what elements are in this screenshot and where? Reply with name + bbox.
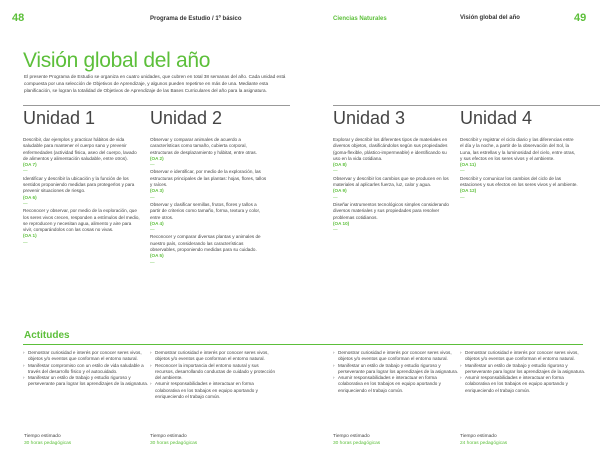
separator-dash: — [23,239,28,245]
attitude-text: Manifestar un estilo de trabajo y estudio riguroso y perseverante para lograr los aprendizajes de la asignatura. [465,362,586,374]
estimated-time-1 [24,433,71,447]
attitude-text: Demostrar curiosidad e interés por conocer seres vivos, objetos y/o eventos que conforman el entorno natural. [155,350,269,362]
objective-item [150,234,268,265]
bullet-arrow: › [333,350,335,355]
unit-column-4 [460,105,600,202]
time-value: 30 horas pedagógicas [150,441,198,446]
objective-item [333,202,451,233]
attitude-item [150,363,278,382]
oa-code: (OA 1) [23,233,37,239]
objective-text: Observar y clasificar semillas, frutos, flores y tallos a partir de criterios como tamaño, forma, textura y color, entre otros. [150,201,261,220]
page-title: Visión global del año [23,49,211,72]
objective-text: Explorar y describir los diferentes tipos de materiales en diversos objetos, clasificándolos según sus propiedades (goma-flexible, plástico-impermeable) e identificando su uso en la vida cotidiana. [333,137,448,161]
estimated-time-2 [150,433,197,447]
unit-divider [333,105,473,106]
unit-column-3 [333,105,473,234]
objectives-list [460,137,578,201]
attitude-item [150,350,278,363]
page-number-left: 48 [12,12,25,24]
objective-text: Describir y registrar el ciclo diario y las diferencias entre el día y la noche, a partir de la observación del Sol, la Luna, las estrellas y la luminosidad del cielo, entre otras, y sus efectos en los seres vivos y el ambiente. [460,137,576,161]
attitude-text: Manifestar compromiso con un estilo de vida saludable a través del desarrollo físico y el autocuidado. [28,362,144,374]
oa-code: (OA 10) [333,220,350,226]
oa-code: (OA 5) [150,253,164,259]
oa-code: (OA 6) [23,194,37,200]
running-header-right: Visión global del año [460,15,520,21]
unit-title: Unidad 1 [23,108,96,128]
objective-text: Observar e identificar, por medio de la exploración, las estructuras principales de las plantas: hojas, flores, tallos y raíces. [150,169,267,188]
objective-item [460,137,578,175]
attitude-text: Asumir responsabilidades e interactuar en forma colaborativa en los trabajos en equipo aportando y enriqueciendo el trabajo común. [155,381,258,400]
time-value: 24 horas pedagógicas [460,441,508,446]
attitude-item [333,363,461,376]
time-label: Tiempo estimado [333,434,370,439]
attitude-text: Demostrar curiosidad e interés por conocer seres vivos, objetos y/o eventos que conforman el entorno natural. [338,350,452,362]
objective-text: Diseñar instrumentos tecnológicos simples considerando diversos materiales y sus propiedades para resolver problemas cotidianos. [333,201,449,220]
bullet-arrow: › [333,362,335,368]
oa-code: (OA 2) [150,155,164,161]
objective-item [23,137,141,175]
separator-dash: — [150,194,155,200]
bullet-arrow: › [333,375,335,381]
objective-text: Reconocer y observar, por medio de la exploración, que los seres vivos crecen, responden a estímulos del medio, se reproducen y necesitan agua, alimento y aire para vivir, comparándolos con las cosas no vivas. [23,208,140,233]
attitude-text: Manifestar un estilo de trabajo y estudio riguroso y perseverante para lograr los aprendizajes de la asignatura. [338,362,459,374]
objective-item [150,137,268,168]
attitudes-column-1 [23,350,151,388]
separator-dash: — [150,259,155,265]
estimated-time-3 [333,433,380,447]
oa-code: (OA 11) [460,162,476,168]
attitude-item [23,350,151,363]
estimated-time-4 [460,433,507,447]
attitudes-column-3 [333,350,461,394]
objective-text: Identificar y describir la ubicación y la función de los sentidos proponiendo medidas para protegerlos y para prevenir situaciones de riesgo. [23,175,135,194]
objective-item [23,208,141,246]
attitudes-column-4 [460,350,588,394]
oa-code: (OA 8) [333,162,347,168]
oa-code: (OA 3) [150,188,164,194]
attitude-text: Reconocer la importancia del entorno natural y sus recursos, desarrollando conductas de cuidado y protección del ambiente. [155,362,276,381]
objective-item [460,176,578,201]
running-header-left: Programa de Estudio / 1º básico [150,16,242,22]
intro-paragraph: El presente Programa de Estudio se organiza en cuatro unidades, que cubren en total 38 semanas del año. Cada unidad está compuesta por una selección de Objetivos de Aprendizaje, y algunos pueden repetirse en más de una. Mediante esta planificación, se logran la totalidad de Objetivos de Aprendizaje de las Bases Curriculares del año para la asignatura. [24,74,286,94]
unit-title: Unidad 2 [150,108,223,128]
bullet-arrow: › [23,350,25,355]
attitude-text: Asumir responsabilidades e interactuar en forma colaborativa en los trabajos en equipo aportando y enriqueciendo el trabajo común. [338,375,441,393]
objective-text: Observar y describir los cambios que se producen en los materiales al aplicarles fuerza, luz, calor y agua. [333,175,449,188]
oa-code: (OA 9) [333,188,347,194]
objectives-list [23,137,141,246]
unit-column-2 [150,105,290,267]
separator-dash: — [333,227,338,233]
time-label: Tiempo estimado [460,434,497,439]
page-number-right: 49 [574,12,587,24]
separator-dash: — [150,162,155,168]
unit-divider [150,105,290,106]
objectives-list [333,137,451,233]
attitude-item [150,381,278,400]
time-value: 30 horas pedagógicas [333,441,381,446]
attitudes-divider [23,344,583,345]
attitude-item [23,363,151,376]
attitudes-column-2 [150,350,278,400]
objective-text: Reconocer y comparar diversas plantas y animales de nuestro país, considerando las características observables, proponiendo medidas para su cuidado. [150,234,261,253]
running-header-subject: Ciencias Naturales [333,16,387,22]
objective-text: Describir y comunicar los cambios del ciclo de las estaciones y sus efectos en los seres vivos y el ambiente. [460,175,578,188]
objective-item [333,176,451,201]
oa-code: (OA 12) [460,188,477,194]
time-value: 30 horas pedagógicas [24,441,72,446]
attitude-text: Demostrar curiosidad e interés por conocer seres vivos, objetos y/o eventos que conforman el entorno natural. [465,350,579,362]
bullet-arrow: › [150,350,152,355]
separator-dash: — [460,168,465,174]
unit-divider [460,105,600,106]
bullet-arrow: › [460,375,462,381]
oa-code: (OA 7) [23,162,37,168]
objective-item [333,137,451,175]
separator-dash: — [23,168,28,174]
separator-dash: — [333,168,338,174]
attitude-text: Asumir responsabilidades e interactuar en forma colaborativa en los trabajos en equipo aportando y enriqueciendo el trabajo común. [465,375,568,393]
objective-item [150,202,268,233]
attitude-text: Demostrar curiosidad e interés por conocer seres vivos, objetos y/o eventos que conforman el entorno natural. [28,350,142,362]
bullet-arrow: › [460,362,462,368]
attitude-item [460,350,588,363]
objectives-list [150,137,268,266]
bullet-arrow: › [150,381,152,387]
bullet-arrow: › [23,362,25,368]
bullet-arrow: › [23,375,25,381]
unit-divider [23,105,163,106]
attitude-item [460,363,588,376]
objective-item [150,169,268,200]
oa-code: (OA 4) [150,220,164,226]
unit-title: Unidad 4 [460,108,533,128]
separator-dash: — [150,227,155,233]
objective-text: Observar y comparar animales de acuerdo a características como tamaño, cubierta corporal, estructuras de desplazamiento y hábitat, entre otras. [150,137,257,155]
bullet-arrow: › [150,362,152,368]
attitude-item [23,375,151,388]
attitude-item [333,350,461,363]
attitudes-title: Actitudes [24,330,70,341]
objective-item [23,176,141,207]
time-label: Tiempo estimado [24,434,61,439]
separator-dash: — [333,194,338,200]
separator-dash: — [23,200,28,206]
attitude-item [460,375,588,394]
unit-column-1 [23,105,163,247]
objective-text: Describir, dar ejemplos y practicar hábitos de vida saludable para mantener el cuerpo sano y prevenir enfermedades (actividad física, aseo del cuerpo, lavado de alimentos y alimentación saludable, entre otros). [23,137,137,161]
time-label: Tiempo estimado [150,434,187,439]
attitude-text: Manifestar un estilo de trabajo y estudio riguroso y perseverante para lograr los aprendizajes de la asignatura. [28,375,149,387]
bullet-arrow: › [460,350,462,355]
unit-title: Unidad 3 [333,108,406,128]
attitude-item [333,375,461,394]
separator-dash: — [460,194,465,200]
